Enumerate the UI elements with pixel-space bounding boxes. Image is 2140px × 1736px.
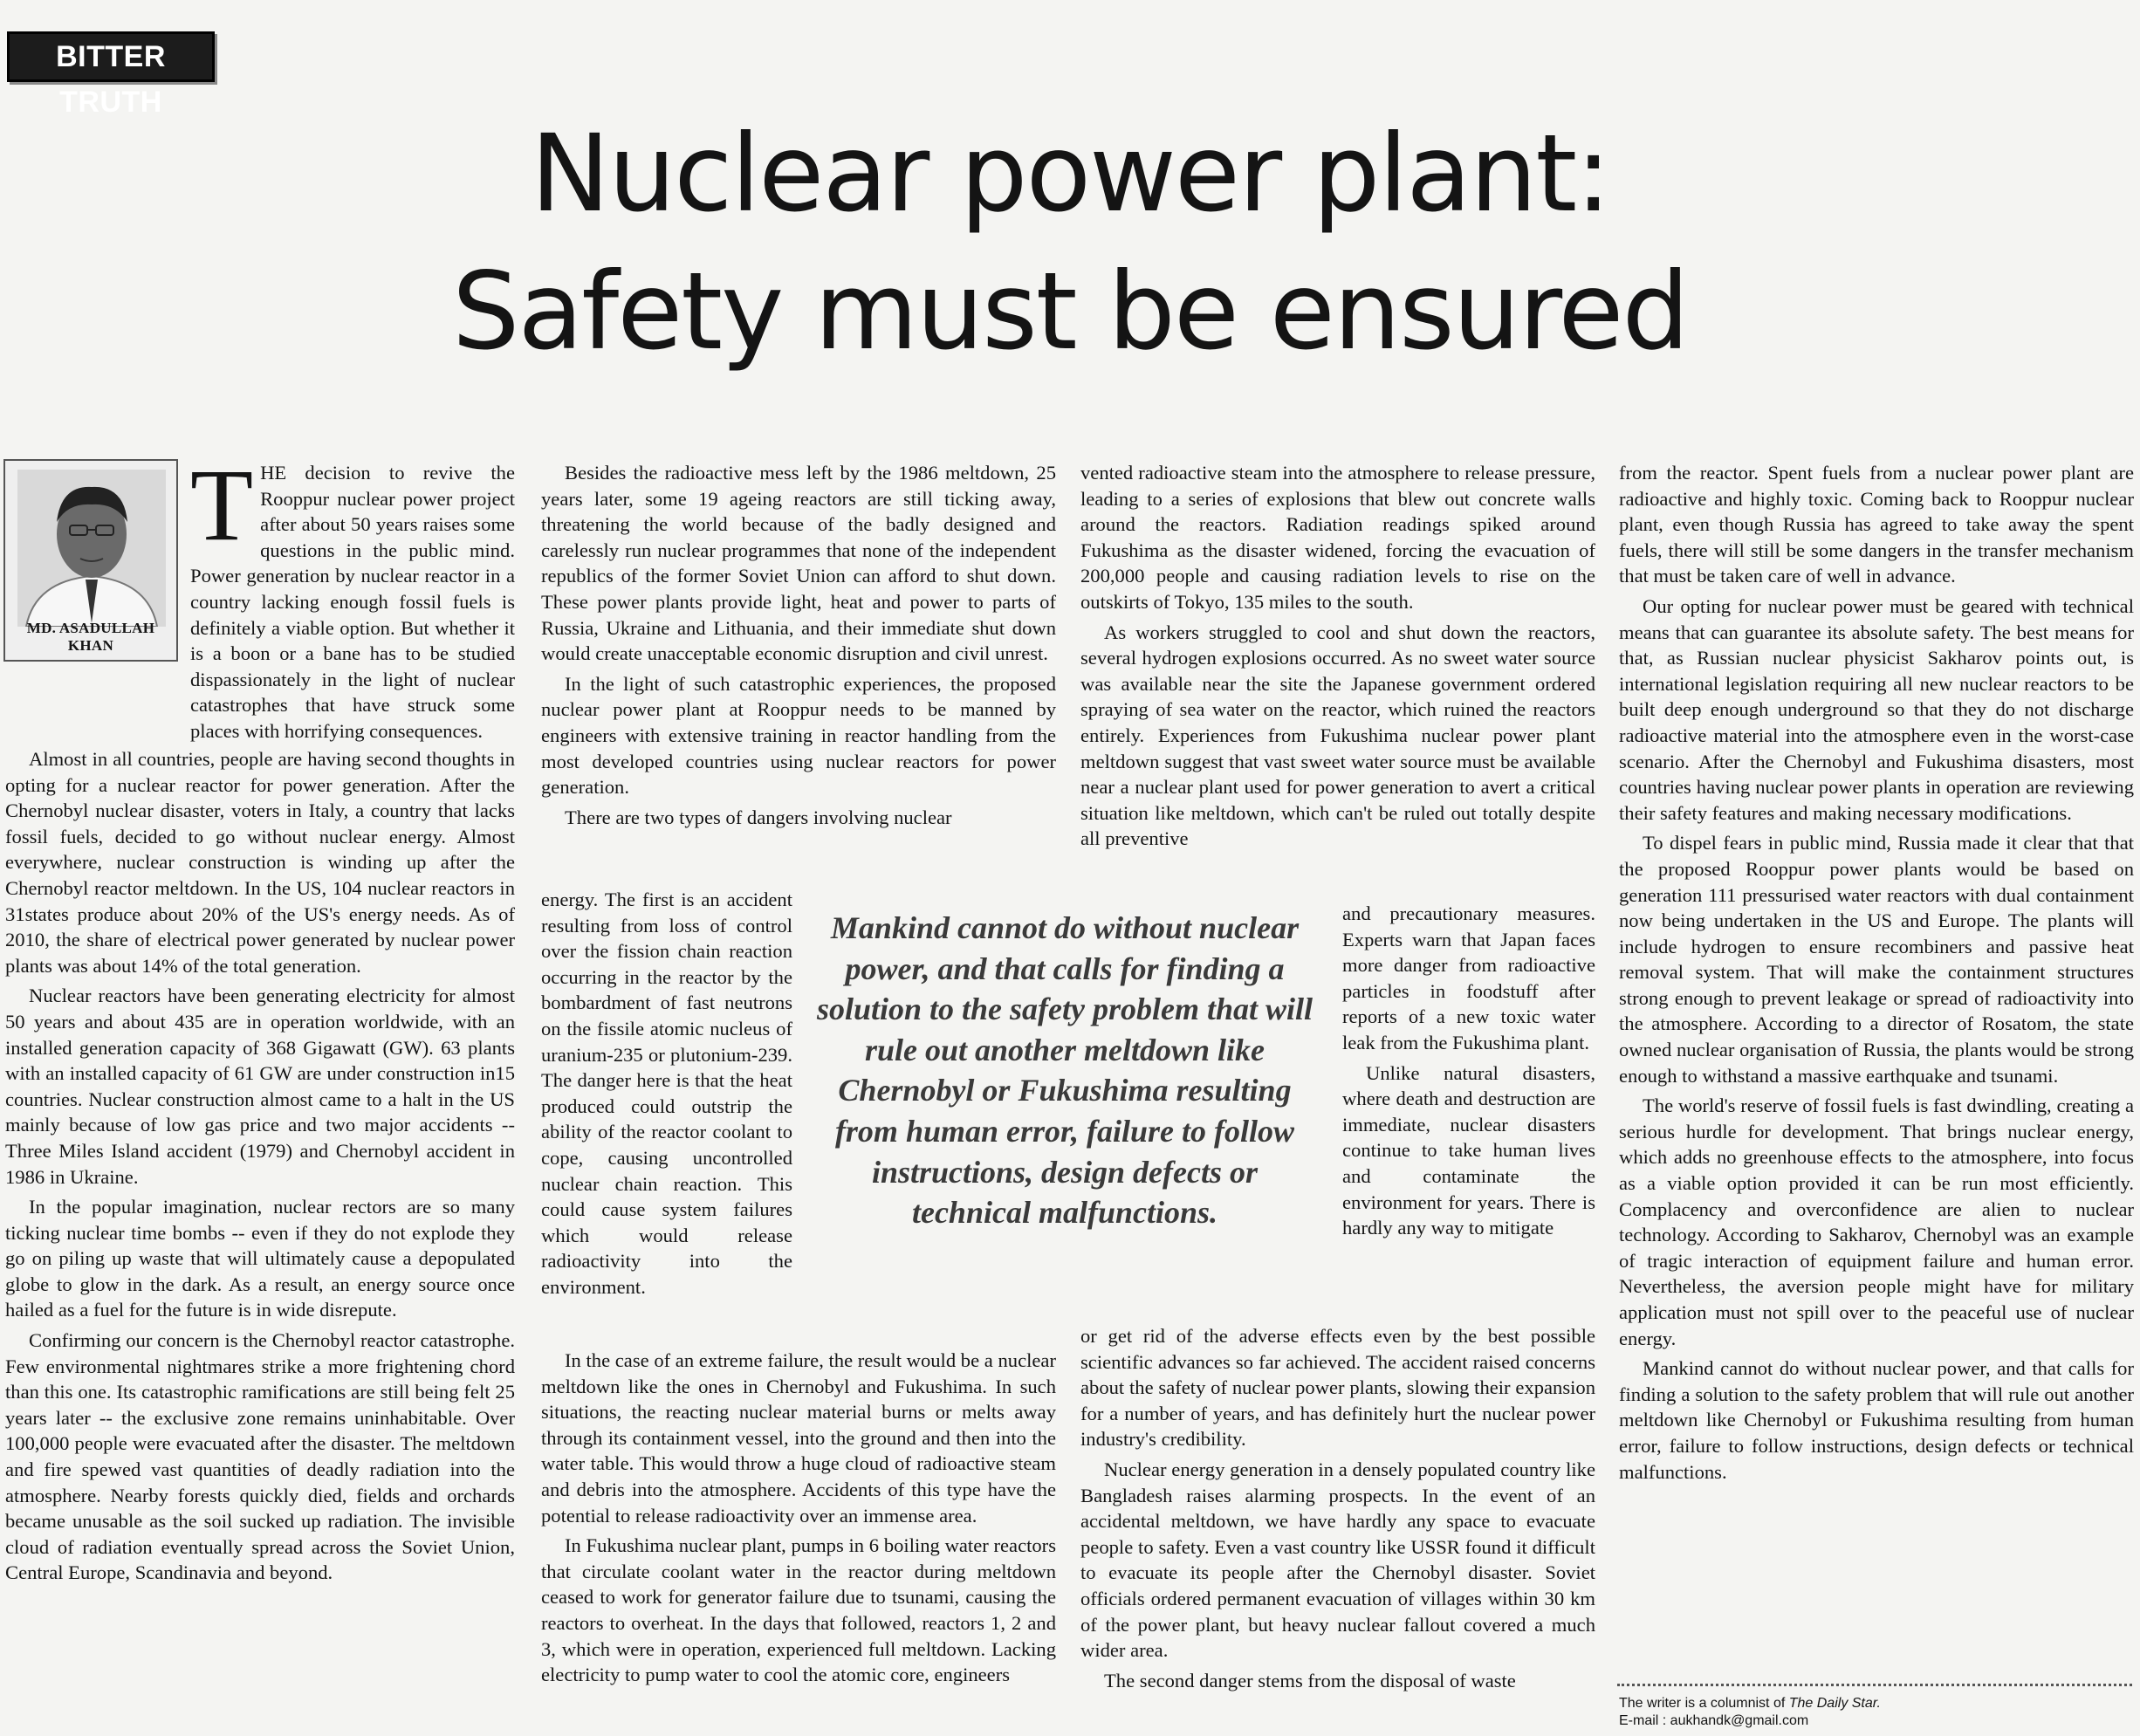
paragraph: Confirming our concern is the Chernobyl reactor catastrophe. Few environmental nightmares strike a more frightening chord than this one. Its catastrophic ramifications are still being felt 25 years later -- the exclusive zone remains uninhabitable. Over 100,000 people were evacuated after the disaster. The meltdown and fire spewed vast quantities of deadly radiation into the atmosphere. Nearby forests quickly died, fields and orchards became unusable as the soil sucked up radiation. The invisible cloud of radiation eventually spread across the Soviet Union, Central Europe, Scandinavia and beyond. — [5, 1329, 515, 1584]
paragraph: There are two types of dangers involving nuclear — [565, 806, 952, 828]
headline-line-1: Nuclear power plant: — [530, 112, 1610, 236]
paragraph: In the case of an extreme failure, the result would be a nuclear meltdown like the ones in Chernobyl and Fukushima. In such situations, the reacting nuclear material burns or melts away through its containment vessel, into the ground and then into the water table. This would throw a huge cloud of radioactive steam and debris into the atmosphere. Accidents of this type have the potential to release radioactivity over an immense area. — [541, 1349, 1056, 1527]
pull-quote: Mankind cannot do without nuclear power, and that calls for finding a solution to the safety problem that will rule out another meltdown like Chernobyl or Fukushima resulting from human error, failure to follow instructions, design defects or technical malfunctions. — [816, 910, 1313, 1231]
column-3-top — [1080, 460, 1595, 852]
paragraph: Besides the radioactive mess left by the 1986 meltdown, 25 years later, some 19 ageing reactors are still ticking away, threatening the world because of the badly designed and carelessly run nuclear programmes that none of the independent republics of the former Soviet Union can afford to shut down. These power plants provide light, heat and power to parts of Russia, Ukraine and Lithuania, and their immediate shut down would create unacceptable economic disruption and civil unrest. — [541, 462, 1056, 665]
paragraph: In Fukushima nuclear plant, pumps in 6 boiling water reactors that circulate coolant water in the reactor during meltdown ceased to work for generator failure due to tsunami, causing the reactors to overheat. In the days that followed, reactors 1, 2 and 3, which were in operation, experienced full meltdown. Lacking electricity to pump water to cool the atomic core, engineers — [541, 1534, 1056, 1686]
paragraph: Almost in all countries, people are having second thoughts in opting for a nuclear reactor for power generation. After the Chernobyl nuclear disaster, voters in Italy, a country that lacks fossil fuels, decided to go without nuclear energy. Almost everywhere, nuclear construction is winding up after the Chernobyl reactor meltdown. In the US, 104 nuclear reactors in 31states produce about 20% of the US's energy needs. As of 2010, the share of electrical power generated by nuclear power plants was about 14% of the total generation. — [5, 748, 515, 977]
paragraph: To dispel fears in public mind, Russia made it clear that that the proposed Rooppur power plants would be based on generation 111 pressurised water reactors with dual containment now being undertaken in the US and Europe. The plants will include hydrogen to ensure recombiners and passive heat removal system. That will make the containment structures strong enough to prevent leakage or spread of radioactivity into the atmosphere. According to a director of Rosatom, the state owned nuclear organisation of Russia, the plants would be strong enough to withstand a massive earthquake and tsunami. — [1619, 832, 2134, 1087]
footer-divider — [1617, 1684, 2132, 1686]
author-email: E-mail : aukhandk@gmail.com — [1619, 1713, 1809, 1728]
paragraph: Unlike natural disasters, where death and destruction are immediate, nuclear disasters continue to take human lives and contaminate the environment for years. There is hardly any way to mitigate — [1342, 1061, 1595, 1239]
column-4 — [1619, 460, 2134, 1485]
headline — [0, 105, 2140, 381]
publication-name: The Daily Star. — [1788, 1696, 1881, 1711]
column-1-body — [5, 746, 515, 1586]
paragraph: Mankind cannot do without nuclear power, and that calls for finding a solution to the safety problem that will rule out another meltdown like Chernobyl or Fukushima resulting from human error, failure to follow instructions, design defects or technical malfunctions. — [1619, 1357, 2134, 1483]
author-bio: The writer is a columnist of The Daily Star. — [1619, 1696, 1881, 1711]
author-photo — [3, 459, 178, 662]
paragraph: and precautionary measures. Experts warn that Japan faces more danger from radioactive particles in foodstuff after reports of a new toxic water leak from the Fukushima plant. — [1342, 902, 1595, 1053]
paragraph: The world's reserve of fossil fuels is fast dwindling, creating a serious hurdle for development. That brings nuclear energy, which adds no greenhouse effects to the atmosphere, into focus as a viable option provided it can be run most efficiently. Complacency and overconfidence are alien to nuclear technology. According to Sakharov, Chernobyl was an example of tragic interaction of equipment failure and human error. Nevertheless, the aversion people might have for military application must not spill over to the peaceful use of nuclear energy. — [1619, 1094, 2134, 1349]
drop-cap: T — [190, 448, 254, 562]
column-3-narrow — [1342, 901, 1595, 1241]
paragraph: vented radioactive steam into the atmosphere to release pressure, leading to a series of explosions that blew out concrete walls around the reactors. Radiation readings spiked around Fukushima as the disaster widened, forcing the evacuation of 200,000 people and causing radiation levels to rise on the outskirts of Tokyo, 135 miles to the south. — [1080, 462, 1595, 613]
paragraph: energy. The first is an accident resulting from loss of control over the fission chain reaction occurring in the reactor by the bombardment of fast neutrons on the fissile atomic nucleus of uranium-235 or plutonium-239. The danger here is that the heat produced could outstrip the ability of the reactor coolant to cope, causing uncontrolled nuclear chain reaction. This could cause system failures which would release radioactivity into the environment. — [541, 889, 792, 1298]
paragraph: In the light of such catastrophic experiences, the proposed nuclear power plant at Rooppur needs to be manned by engineers with extensive training in reactor handling from the most developed countries using nuclear reactors for power generation. — [541, 672, 1056, 799]
paragraph: Nuclear reactors have been generating electricity for almost 50 years and about 435 are in operation worldwide, with an installed generation capacity of 368 Gigawatt (GW). 63 plants with an installed capacity of 61 GW are under construction in15 countries. Nuclear construction almost came to a halt in the US mainly because of low gas price and two major accidents -- Three Miles Island accident (1979) and Chernobyl accident in 1986 in Ukraine. — [5, 985, 515, 1188]
author-caption: MD. ASADULLAH KHAN — [26, 620, 155, 654]
paragraph: As workers struggled to cool and shut down the reactors, several hydrogen explosions occurred. As no sweet water source was available near the site the Japanese government ordered spraying of sea water on the reactor, which ruined the reactors entirely. Experiences from Fukushima nuclear power plant meltdown suggest that vast sweet water source must be available near a nuclear plant used for power generation to avert a critical situation like meltdown, which can't be ruled out totally despite all preventive — [1080, 621, 1595, 850]
paragraph: Nuclear energy generation in a densely populated country like Bangladesh raises alarming prospects. In the event of an accidental meltdown, we have hardly any space to evacuate people to safety. Even a vast country like USSR found it difficult to evacuate its people after the Chernobyl disaster. Soviet officials ordered permanent evacuation of villages within 30 km of the power plant, but heavy nuclear fallout covered a much wider area. — [1080, 1458, 1595, 1662]
author-footer — [1619, 1695, 2134, 1730]
paragraph: In the popular imagination, nuclear rectors are so many ticking nuclear time bombs -- even if they do not explode they go on piling up waste that will ultimately cause a depopulated globe to glow in the dark. As a result, an energy source once hailed as a fuel for the future is in wide disrepute. — [5, 1196, 515, 1321]
column-3-bottom — [1080, 1323, 1595, 1693]
author-portrait-icon — [17, 470, 166, 627]
paragraph: or get rid of the adverse effects even by the best possible scientific advances so far achieved. The accident raised concerns about the safety of nuclear power plants, slowing their expansion for a number of years, and has definitely hurt the nuclear power industry's credibility. — [1080, 1325, 1595, 1451]
headline-line-2: Safety must be ensured — [452, 250, 1688, 374]
column-2-bottom — [541, 1348, 1056, 1688]
column-2-top — [541, 460, 1056, 830]
column-2-narrow — [541, 887, 792, 1300]
paragraph: from the reactor. Spent fuels from a nuclear power plant are radioactive and highly toxic. Coming back to Rooppur nuclear plant, even though Russia has agreed to take away the spent fuels, there will still be some dangers in the transfer mechanism that must be taken care of well in advance. — [1619, 462, 2134, 587]
paragraph: The second danger stems from the disposal of waste — [1104, 1669, 1516, 1691]
paragraph: Our opting for nuclear power must be geared with technical means that can guarantee its absolute safety. The best means for that, as Russian nuclear physicist Sakharov points out, is international legislation requiring all new nuclear reactors to be built deep enough underground so that they do not discharge radioactive material into the atmosphere even in the worst-case scenario. After the Chernobyl and Fukushima disasters, most countries having nuclear power plants in operation are reviewing their safety features and making necessary modifications. — [1619, 594, 2134, 824]
paragraph: THE decision to revive the Rooppur nuclear power project after about 50 years raises some questions in the public mind. Power generation by nuclear reactor in a country lacking enough fossil fuels is definitely a viable option. But whether it is a boon or a bane has to be studied dispassionately in the light of nuclear catastrophes that have struck some places with horrifying consequences. — [190, 448, 515, 742]
section-kicker: BITTER TRUTH — [7, 31, 215, 82]
column-1-top — [190, 448, 515, 744]
